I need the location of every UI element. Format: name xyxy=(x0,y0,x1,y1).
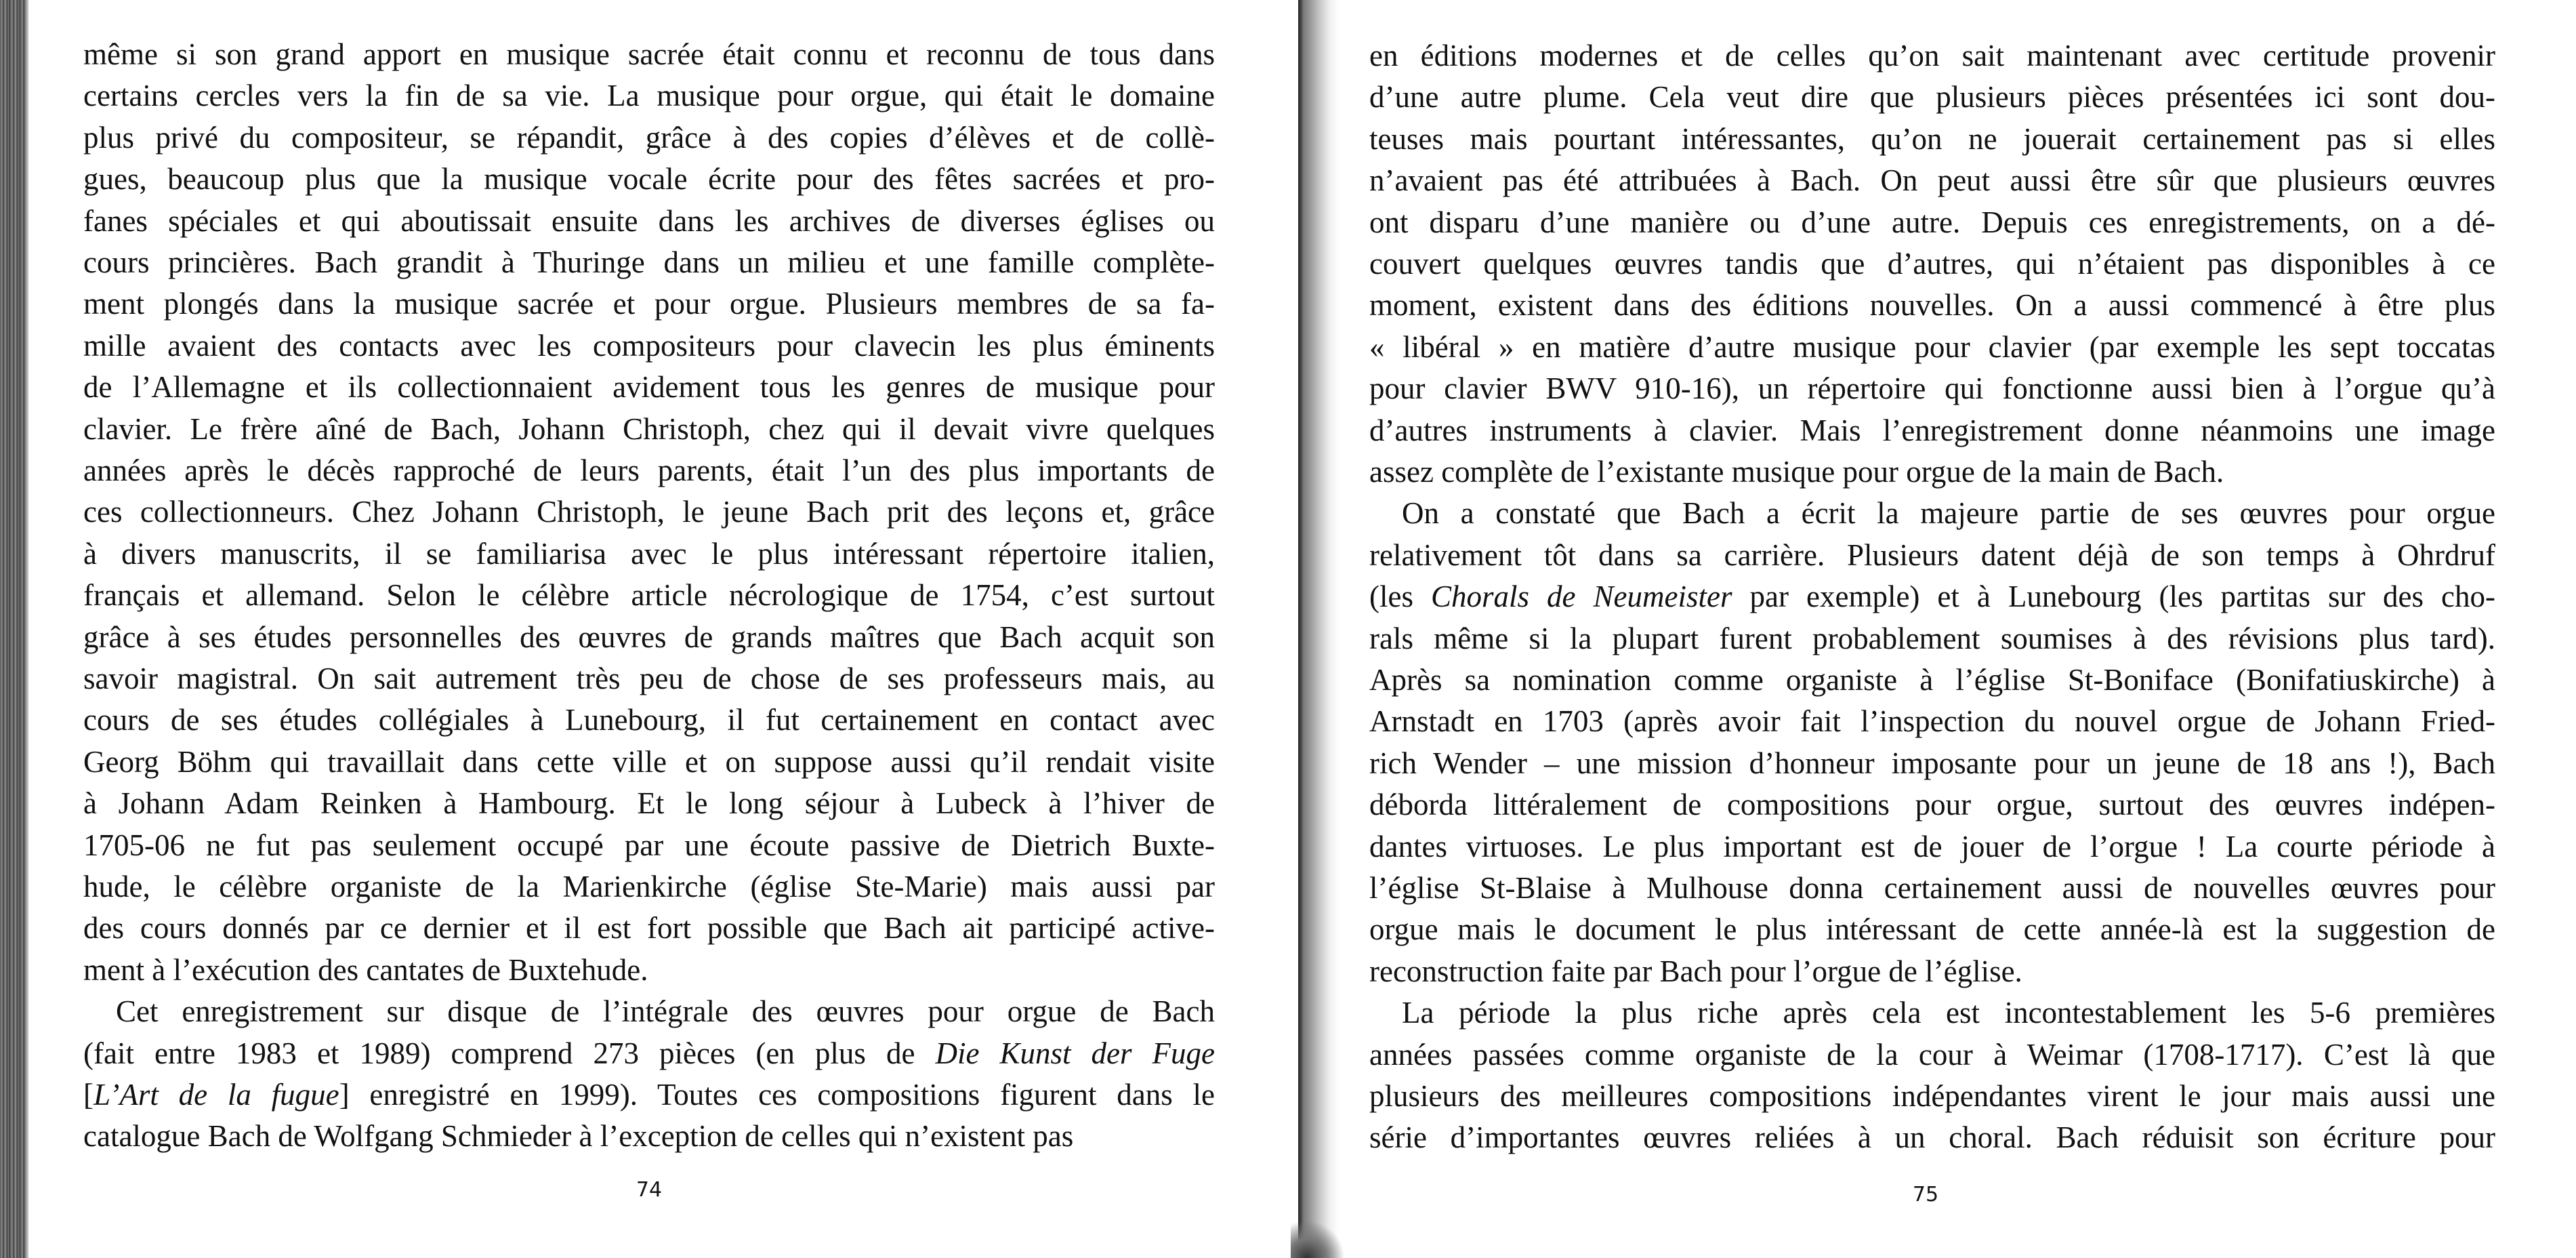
text-line: orgue mais le document le plus intéressant de cette année-là est la suggestion de xyxy=(1369,912,2495,947)
gutter-shadow xyxy=(1291,1220,1345,1258)
text-line: des cours donnés par ce dernier et il est fort possible que Bach ait participé active- xyxy=(83,911,1215,946)
text-line: teuses mais pourtant intéressantes, qu’on ne jouerait certainement pas si elles xyxy=(1369,121,2495,156)
text-line xyxy=(83,1074,1215,1116)
text-line: grâce à ses études personnelles des œuvres de grands maîtres que Bach acquit son xyxy=(83,620,1215,654)
book-gutter xyxy=(1298,0,1339,1258)
right-page-number: 75 xyxy=(1912,1183,1939,1206)
text-line: On a constaté que Bach a écrit la majeure partie de ses œuvres pour orgue xyxy=(1402,496,2495,531)
text-line: reconstruction faite par Bach pour l’orgue de l’église. xyxy=(1369,954,2022,988)
text-line: à divers manuscrits, il se familiarisa avec le plus intéressant répertoire italien, xyxy=(83,536,1215,571)
text-line: en éditions modernes et de celles qu’on sait maintenant avec certitude provenir xyxy=(1369,39,2495,73)
text-line: 1705-06 ne fut pas seulement occupé par une écoute passive de Dietrich Buxte- xyxy=(83,828,1215,862)
text-line xyxy=(83,1033,1215,1074)
text-line: années passées comme organiste de la cour à Weimar (1708-1717). C’est là que xyxy=(1369,1037,2495,1072)
text-line: d’autres instruments à clavier. Mais l’enregistrement donne néanmoins une image xyxy=(1369,413,2495,447)
text-line: « libéral » en matière d’autre musique pour clavier (par exemple les sept toccatas xyxy=(1369,329,2495,364)
text-line xyxy=(1369,576,2495,617)
text-line: hude, le célèbre organiste de la Marienkirche (église Ste-Marie) mais aussi par xyxy=(83,870,1215,904)
text-line: certains cercles vers la fin de sa vie. La musique pour orgue, qui était le domaine xyxy=(83,79,1215,113)
text-line: dantes virtuoses. Le plus important est de jouer de l’orgue ! La courte période à xyxy=(1369,829,2495,864)
text-line: à Johann Adam Reinken à Hambourg. Et le long séjour à Lubeck à l’hiver de xyxy=(83,786,1215,821)
text-line: pour clavier BWV 910-16), un répertoire qui fonctionne aussi bien à l’orgue qu’à xyxy=(1369,371,2495,406)
text-segment: [ xyxy=(83,1078,94,1112)
italic-title: Die Kunst der Fuge xyxy=(935,1036,1215,1070)
text-line: assez complète de l’existante musique pour orgue de la main de Bach. xyxy=(1369,455,2224,489)
text-line: cours princières. Bach grandit à Thuringe dans un milieu et une famille complète- xyxy=(83,245,1215,279)
text-line: années après le décès rapproché de leurs parents, était l’un des plus importants de xyxy=(83,453,1215,487)
text-line: Cet enregistrement sur disque de l’intégrale des œuvres pour orgue de Bach xyxy=(116,994,1215,1029)
text-line: Arnstadt en 1703 (après avoir fait l’inspection du nouvel orgue de Johann Fried- xyxy=(1369,704,2495,739)
text-line: moment, existent dans des éditions nouvelles. On a aussi commencé à être plus xyxy=(1369,288,2495,323)
text-line: ces collectionneurs. Chez Johann Christoph, le jeune Bach prit des leçons et, grâce xyxy=(83,495,1215,529)
text-line: mille avaient des contacts avec les compositeurs pour clavecin les plus éminents xyxy=(83,328,1215,363)
text-line: catalogue Bach de Wolfgang Schmieder à l’exception de celles qui n’existent pas xyxy=(83,1119,1074,1154)
text-line: d’une autre plume. Cela veut dire que plusieurs pièces présentées ici sont dou- xyxy=(1369,80,2495,115)
text-segment: ] enregistré en 1999). Toutes ces compositions figurent dans le xyxy=(339,1078,1216,1112)
text-line: l’église St-Blaise à Mulhouse donna certainement aussi de nouvelles œuvres pour xyxy=(1369,871,2495,905)
text-line: La période la plus riche après cela est incontestablement les 5-6 premières xyxy=(1402,996,2495,1030)
text-line: plus privé du compositeur, se répandit, grâce à des copies d’élèves et de collè- xyxy=(83,120,1215,155)
text-line: ment à l’exécution des cantates de Buxtehude. xyxy=(83,952,648,987)
text-line: série d’importantes œuvres reliées à un choral. Bach réduisit son écriture pour xyxy=(1369,1120,2495,1155)
text-segment: (fait entre 1983 et 1989) comprend 273 pièces (en plus de xyxy=(83,1036,936,1070)
text-line: clavier. Le frère aîné de Bach, Johann Christoph, chez qui il devait vivre quelques xyxy=(83,411,1215,446)
right-page xyxy=(1339,0,2576,1258)
text-line: cours de ses études collégiales à Lunebourg, il fut certainement en contact avec xyxy=(83,703,1215,737)
text-line: même si son grand apport en musique sacrée était connu et reconnu de tous dans xyxy=(83,37,1215,71)
text-line: rich Wender – une mission d’honneur imposante pour un jeune de 18 ans !), Bach xyxy=(1369,746,2495,780)
left-page-number: 74 xyxy=(636,1178,663,1202)
text-line: Georg Böhm qui travaillait dans cette ville et on suppose aussi qu’il rendait visite xyxy=(83,744,1215,779)
text-segment: (les xyxy=(1369,580,1431,614)
text-line: fanes spéciales et qui aboutissait ensuite dans les archives de diverses églises ou xyxy=(83,203,1215,238)
text-line: ont disparu d’une manière ou d’une autre. Depuis ces enregistrements, on a dé- xyxy=(1369,205,2495,239)
text-line: relativement tôt dans sa carrière. Plusieurs datent déjà de son temps à Ohrdruf xyxy=(1369,537,2495,572)
italic-title: L’Art de la fugue xyxy=(94,1078,339,1112)
text-line: de l’Allemagne et ils collectionnaient avidement tous les genres de musique pour xyxy=(83,370,1215,405)
text-line: déborda littéralement de compositions pour orgue, surtout des œuvres indépen- xyxy=(1369,788,2495,822)
text-line: français et allemand. Selon le célèbre article nécrologique de 1754, c’est surtout xyxy=(83,578,1215,613)
text-line: couvert quelques œuvres tandis que d’autres, qui n’étaient pas disponibles à ce xyxy=(1369,247,2495,281)
text-line: plusieurs des meilleures compositions indépendantes virent le jour mais aussi une xyxy=(1369,1079,2495,1113)
text-line: rals même si la plupart furent probablement soumises à des révisions plus tard). xyxy=(1369,621,2495,655)
text-segment: par exemple) et à Lunebourg (les partitas sur des cho- xyxy=(1732,580,2495,614)
text-line: ment plongés dans la musique sacrée et pour orgue. Plusieurs membres de sa fa- xyxy=(83,287,1215,321)
text-line: gues, beaucoup plus que la musique vocale écrite pour des fêtes sacrées et pro- xyxy=(83,162,1215,197)
italic-title: Chorals de Neumeister xyxy=(1431,580,1732,614)
text-line: Après sa nomination comme organiste à l’église St-Boniface (Bonifatiuskirche) à xyxy=(1369,663,2495,697)
text-line: savoir magistral. On sait autrement très peu de chose de ses professeurs mais, au xyxy=(83,662,1215,695)
text-line: n’avaient pas été attribuées à Bach. On peut aussi être sûr que plusieurs œuvres xyxy=(1369,163,2495,198)
